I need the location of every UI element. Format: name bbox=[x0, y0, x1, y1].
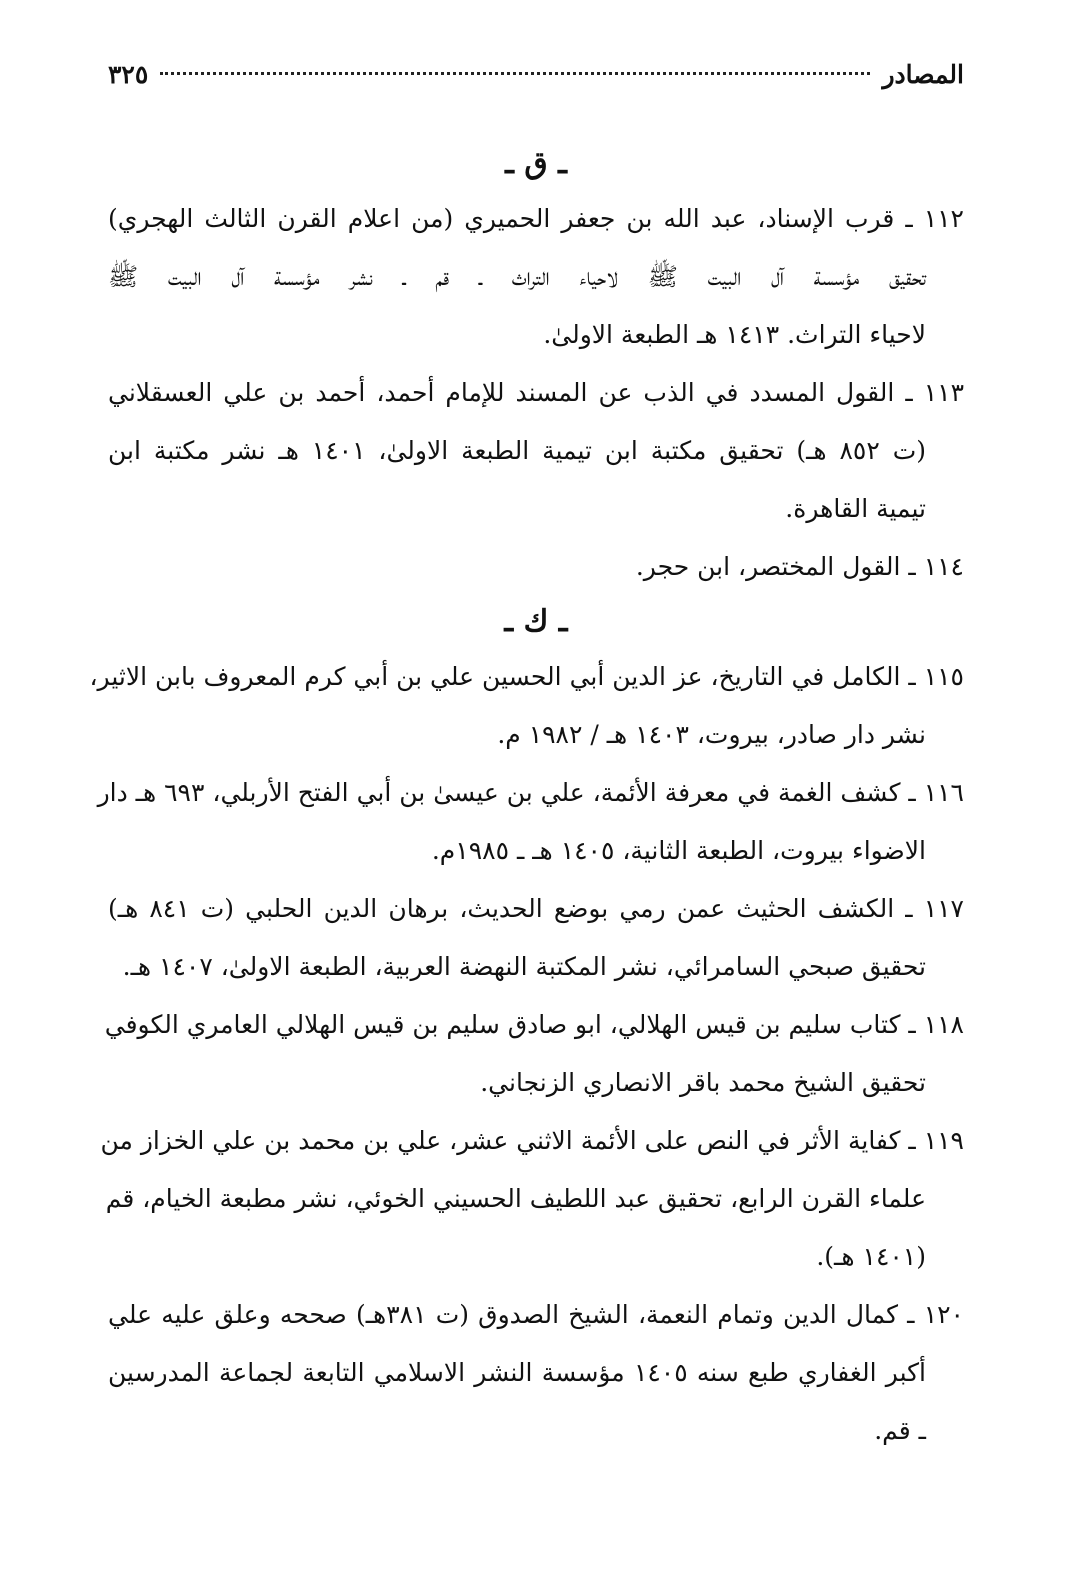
running-header bbox=[108, 60, 964, 100]
entry-line: ١٢٠ ـ كمال الدين وتمام النعمة، الشيخ الصدوق (ت ٣٨١هـ) صححه وعلق عليه علي bbox=[108, 1300, 964, 1329]
entry-line: نشر دار صادر، بيروت، ١٤٠٣ هـ / ١٩٨٢ م. bbox=[497, 720, 926, 749]
entry-line: ١١٥ ـ الكامل في التاريخ، عز الدين أبي الحسين علي بن أبي كرم المعروف بابن الاثير، bbox=[89, 662, 964, 691]
entry-line: ١١٧ ـ الكشف الحثيث عمن رمي بوضع الحديث، برهان الدين الحلبي (ت ٨٤١ هـ) bbox=[108, 894, 964, 923]
entry-line: (ت ٨٥٢ هـ) تحقيق مكتبة ابن تيمية الطبعة الاولىٰ، ١٤٠١ هـ نشر مكتبة ابن bbox=[108, 436, 926, 465]
entry-line: علماء القرن الرابع، تحقيق عبد اللطيف الحسيني الخوئي، نشر مطبعة الخيام، قم bbox=[105, 1184, 926, 1213]
bibliography-entry-119 bbox=[100, 1112, 964, 1286]
entry-line: الاضواء بيروت، الطبعة الثانية، ١٤٠٥ هـ ـ ١٩٨٥م. bbox=[431, 836, 926, 865]
entry-line: تحقيق مؤسسة آل البيت ﷺ لاحياء التراث ـ قم ـ نشر مؤسسة آل البيت ﷺ bbox=[108, 262, 926, 291]
entry-line: ١١٩ ـ كفاية الأثر في النص على الأئمة الاثني عشر، علي بن محمد بن علي الخزاز من bbox=[100, 1126, 964, 1155]
entry-line: ١١٢ ـ قرب الإسناد، عبد الله بن جعفر الحميري (من اعلام القرن الثالث الهجري) bbox=[108, 204, 964, 233]
bibliography-entry-114 bbox=[108, 538, 964, 596]
header-title: المصادر bbox=[882, 60, 964, 89]
section-heading-kaf: ـ ك ـ bbox=[504, 604, 568, 639]
leader-dots bbox=[160, 72, 870, 75]
entry-line: (١٤٠١ هـ). bbox=[816, 1242, 926, 1271]
entry-line: ١١٦ ـ كشف الغمة في معرفة الأئمة، علي بن عيسىٰ بن أبي الفتح الأربلي، ٦٩٣ هـ دار bbox=[97, 778, 964, 807]
entry-line: تحقيق صبحي السامرائي، نشر المكتبة النهضة العربية، الطبعة الاولىٰ، ١٤٠٧ هـ. bbox=[122, 952, 926, 981]
page-number: ٣٢٥ bbox=[108, 60, 149, 89]
entry-line: ١١٤ ـ القول المختصر، ابن حجر. bbox=[635, 552, 964, 581]
entry-line: ـ قم. bbox=[874, 1416, 926, 1445]
bibliography-entry-120 bbox=[108, 1286, 964, 1460]
entry-line: تيمية القاهرة. bbox=[785, 494, 926, 523]
section-heading-qaf: ـ ق ـ bbox=[505, 146, 567, 181]
bibliography-entry-117 bbox=[108, 880, 964, 996]
entry-line: ١١٣ ـ القول المسدد في الذب عن المسند للإمام أحمد، أحمد بن علي العسقلاني bbox=[108, 378, 965, 407]
bibliography-entry-112 bbox=[108, 190, 964, 364]
entry-line: أكبر الغفاري طبع سنه ١٤٠٥ مؤسسة النشر الاسلامي التابعة لجماعة المدرسين bbox=[108, 1358, 926, 1387]
entry-line: لاحياء التراث. ١٤١٣ هـ الطبعة الاولىٰ. bbox=[543, 320, 926, 349]
entry-line: تحقيق الشيخ محمد باقر الانصاري الزنجاني. bbox=[480, 1068, 926, 1097]
entry-line: ١١٨ ـ كتاب سليم بن قيس الهلالي، ابو صادق سليم بن قيس الهلالي العامري الكوفي bbox=[104, 1010, 964, 1039]
bibliography-body bbox=[89, 138, 965, 1460]
bibliography-entry-116 bbox=[97, 764, 964, 880]
bibliography-entry-113 bbox=[108, 364, 964, 538]
bibliography-entry-118 bbox=[104, 996, 964, 1112]
bibliography-entry-115 bbox=[89, 648, 964, 764]
document-page bbox=[89, 0, 965, 1571]
